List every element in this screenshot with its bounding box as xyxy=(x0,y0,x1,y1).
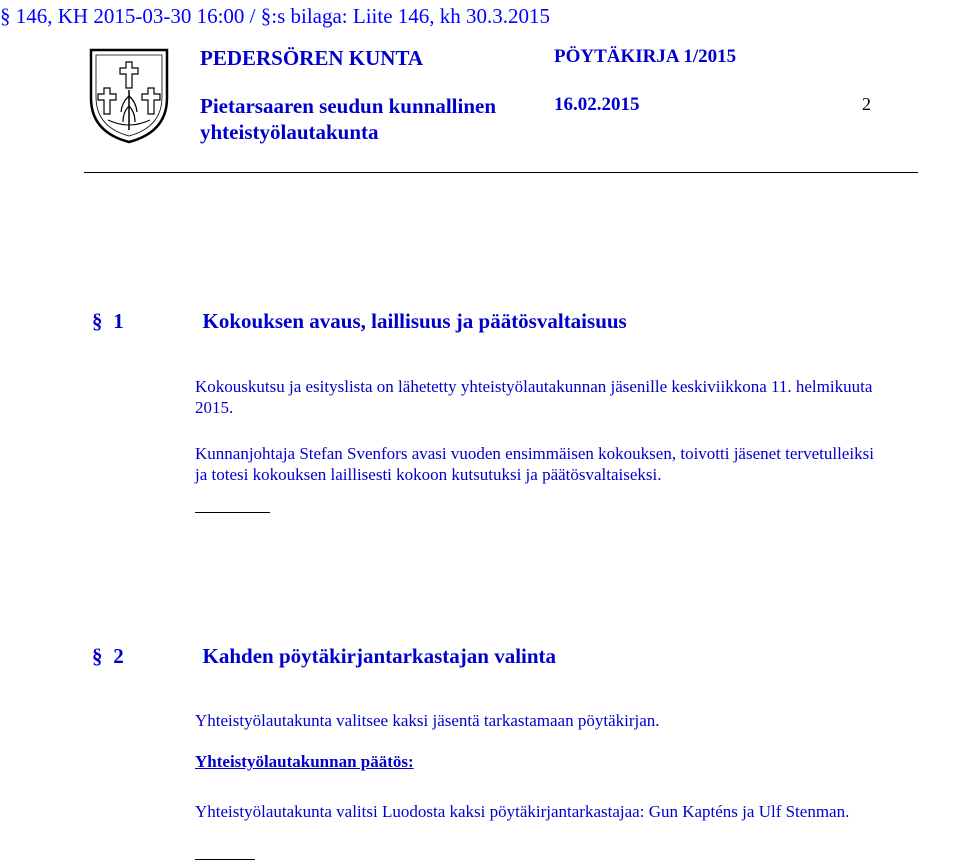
section-title: Kokouksen avaus, laillisuus ja päätösvaltaisuus xyxy=(202,309,627,333)
section-symbol: § xyxy=(92,644,103,668)
section-1-paragraph-2: Kunnanjohtaja Stefan Svenfors avasi vuoden ensimmäisen kokouksen, toivotti jäsenet tervetulleiksi ja totesi kokouksen laillisesti kokoon kutsutuksi ja päätösvaltaiseksi. xyxy=(195,444,874,484)
organization-name: PEDERSÖREN KUNTA xyxy=(200,46,424,70)
section-title: Kahden pöytäkirjantarkastajan valinta xyxy=(202,644,557,668)
section-1-end-line xyxy=(195,512,270,513)
decision-text: Yhteistyölautakunta valitsi Luodosta kaksi pöytäkirjantarkastajaa: Gun Kapténs ja Ulf Stenman. xyxy=(195,802,850,821)
coat-of-arms-icon xyxy=(88,44,170,144)
document-title: PÖYTÄKIRJA 1/2015 xyxy=(554,46,737,67)
section-number: 1 xyxy=(113,309,124,333)
section-symbol: § xyxy=(92,309,103,333)
header-divider xyxy=(84,172,918,173)
committee-name: Pietarsaaren seudun kunnallinen yhteistyölautakunta xyxy=(200,94,497,144)
page-number: 2 xyxy=(862,94,871,114)
section-1-paragraph-1: Kokouskutsu ja esityslista on lähetetty yhteistyölautakunnan jäsenille keskiviikkona 11. helmikuuta 2015. xyxy=(195,377,873,417)
section-number: 2 xyxy=(113,644,124,668)
decision-heading: Yhteistyölautakunnan päätös: xyxy=(195,752,414,771)
section-1-heading xyxy=(92,309,627,334)
attachment-reference: § 146, KH 2015-03-30 16:00 / §:s bilaga: Liite 146, kh 30.3.2015 xyxy=(0,4,551,28)
meeting-date: 16.02.2015 xyxy=(554,94,640,115)
section-2-end-line xyxy=(195,859,255,860)
section-2-paragraph-1: Yhteistyölautakunta valitsee kaksi jäsentä tarkastamaan pöytäkirjan. xyxy=(195,711,660,730)
section-2-heading xyxy=(92,644,556,669)
